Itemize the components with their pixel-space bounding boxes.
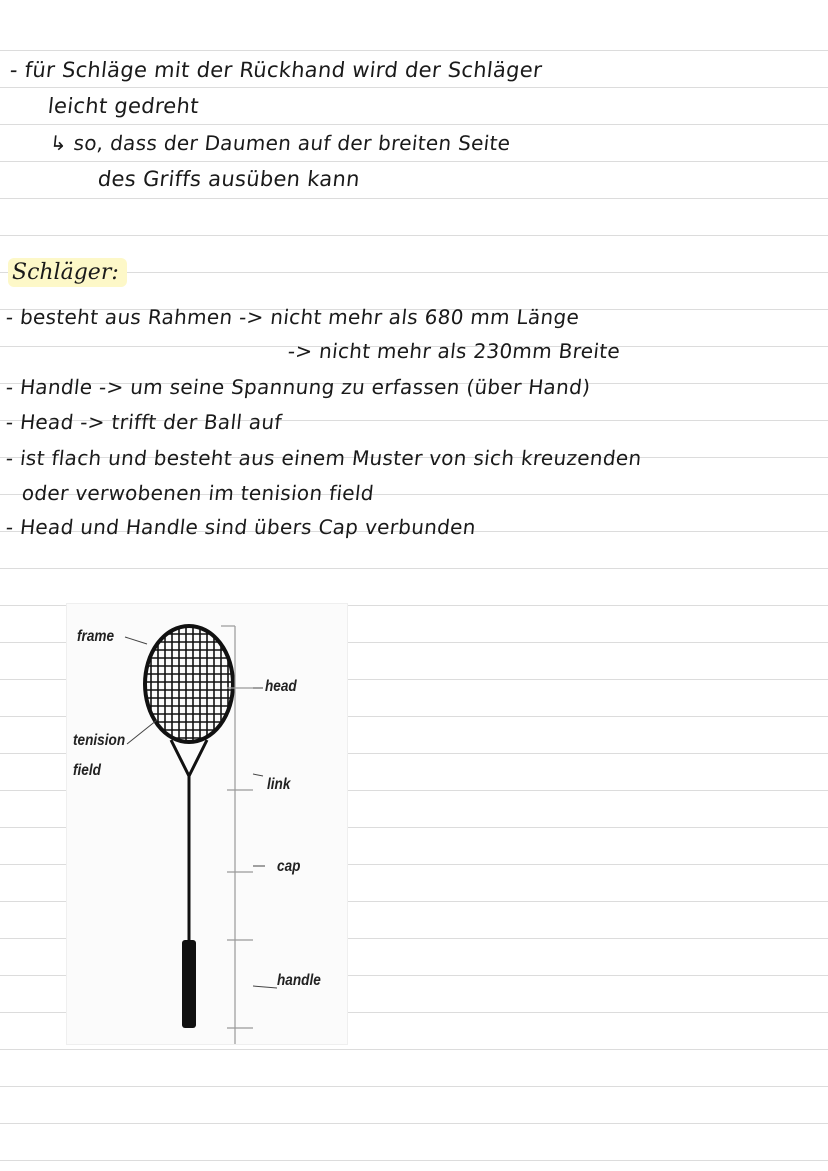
label-tension-2: field — [73, 762, 101, 779]
racket-handle — [182, 940, 196, 1028]
note-line-3: ↳ so, dass der Daumen auf der breiten Seite — [48, 131, 512, 155]
dimension-bracket — [221, 626, 253, 1044]
section-line-4: - Head -> trifft der Ball auf — [4, 410, 284, 434]
section-line-2: -> nicht mehr als 230mm Breite — [286, 339, 622, 363]
label-link: link — [267, 776, 291, 793]
section-line-3: - Handle -> um seine Spannung zu erfassen (über Hand) — [4, 375, 592, 399]
label-tension-1: tenision — [73, 732, 126, 749]
section-line-1: - besteht aus Rahmen -> nicht mehr als 680 mm Länge — [4, 305, 581, 329]
section-line-5: - ist flach und besteht aus einem Muster von sich kreuzenden — [4, 446, 643, 470]
label-cap: cap — [277, 858, 301, 875]
section-line-6: oder verwobenen im tenision field — [20, 481, 376, 505]
section-line-7: - Head und Handle sind übers Cap verbunden — [4, 515, 478, 539]
section-heading: Schläger: — [8, 258, 127, 287]
note-line-4: des Griffs ausüben kann — [96, 167, 362, 191]
label-handle: handle — [277, 972, 321, 989]
label-head: head — [265, 678, 297, 695]
racket-diagram — [66, 603, 348, 1045]
label-frame: frame — [77, 628, 115, 645]
note-line-2: leicht gedreht — [46, 94, 201, 118]
note-line-1: - für Schläge mit der Rückhand wird der Schläger — [8, 58, 544, 82]
racket-throat — [171, 740, 207, 776]
